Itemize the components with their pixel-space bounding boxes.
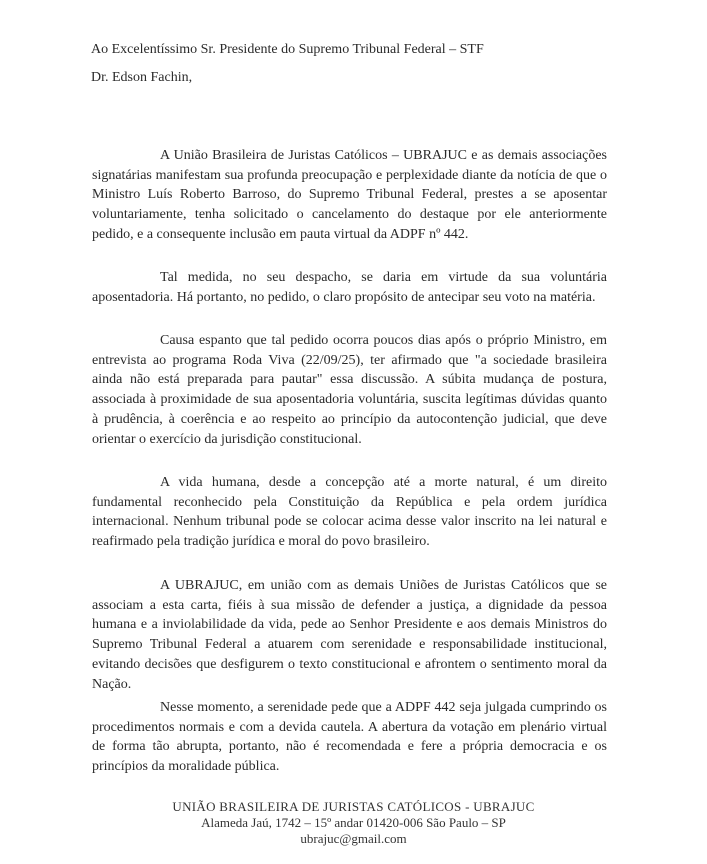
paragraph-6: Nesse momento, a serenidade pede que a ADPF 442 seja julgada cumprindo os procedimentos normais e com a devida cautela. A abertura da votação em plenário virtual de forma tão abrupta, portanto, não é recomendada e fere a própria democracia e os princípios da moralidade pública. (92, 700, 607, 775)
footer-organization: UNIÃO BRASILEIRA DE JURISTAS CATÓLICOS - UBRAJUC (172, 799, 535, 814)
paragraph-4: A vida humana, desde a concepção até a morte natural, é um direito fundamental reconhecido pela Constituição da República e pela ordem jurídica internacional. Nenhum tribunal pode se colocar acima desse valor inscrito na lei natural e reafirmado pela tradição jurídica e moral do povo brasileiro. (92, 475, 607, 550)
paragraph-3: Causa espanto que tal pedido ocorra poucos dias após o próprio Ministro, em entrevista ao programa Roda Viva (22/09/25), ter afirmado que "a sociedade brasileira ainda não está preparada para pautar" essa discussão. A súbita mudança de postura, associada à proximidade de sua aposentadoria voluntária, suscita legítimas dúvidas quanto à prudência, à coerência e ao respeito ao princípio da autocontenção judicial, que deve orientar o exercício da jurisdição constitucional. (92, 333, 607, 447)
paragraph-1: A União Brasileira de Juristas Católicos – UBRAJUC e as demais associações signatárias manifestam sua profunda preocupação e perplexidade diante da notícia de que o Ministro Luís Roberto Barroso, do Supremo Tribunal Federal, prestes a se aposentar voluntariamente, tenha solicitado o cancelamento do destaque por ele anteriormente pedido, e a consequente inclusão em pauta virtual da ADPF nº 442. (92, 148, 607, 242)
footer-address: Alameda Jaú, 1742 – 15º andar 01420-006 São Paulo – SP (201, 815, 506, 830)
footer-email: ubrajuc@gmail.com (300, 831, 407, 846)
paragraph-5: A UBRAJUC, em união com as demais Uniões de Juristas Católicos que se associam a esta carta, fiéis à sua missão de defender a justiça, a dignidade da pessoa humana e a inviolabilidade da vida, pede ao Senhor Presidente e aos demais Ministros do Supremo Tribunal Federal a atuarem com serenidade e responsabilidade institucional, evitando decisões que desfigurem o texto constitucional e afrontem o sentimento moral da Nação. (92, 578, 607, 692)
addressee-name: Dr. Edson Fachin, (91, 70, 193, 85)
addressee-line: Ao Excelentíssimo Sr. Presidente do Supremo Tribunal Federal – STF (91, 42, 484, 57)
paragraph-2: Tal medida, no seu despacho, se daria em virtude da sua voluntária aposentadoria. Há portanto, no pedido, o claro propósito de antecipar seu voto na matéria. (92, 270, 607, 305)
